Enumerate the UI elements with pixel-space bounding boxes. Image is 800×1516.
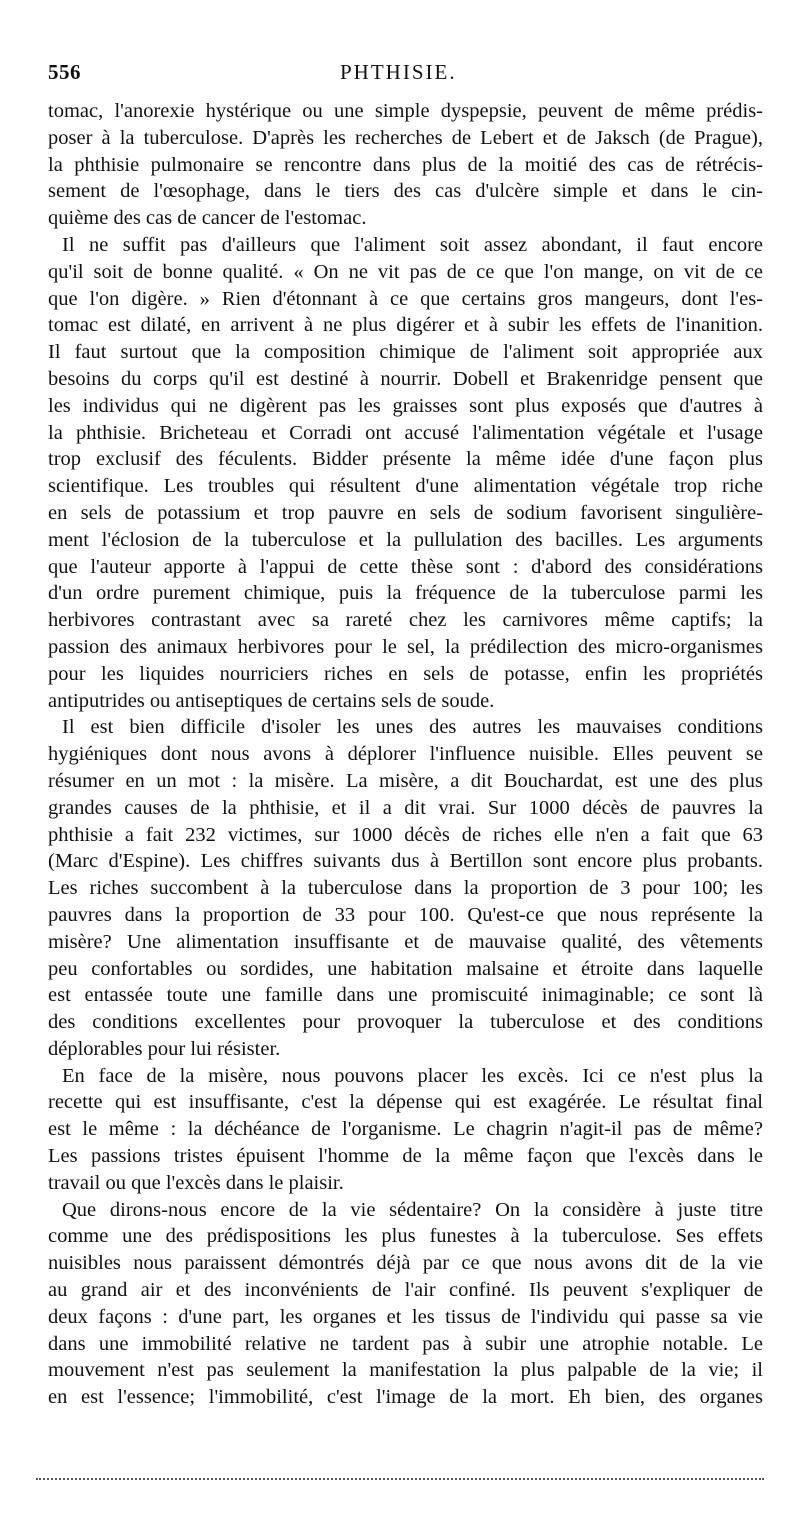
text-line: tomac, l'anorexie hystérique ou une simple dyspepsie, peuvent de même prédis- [48, 100, 763, 122]
text-line: grandes causes de la phthisie, et il a dit vrai. Sur 1000 décès de pauvres la [48, 796, 763, 819]
text-line: scientifique. Les troubles qui résultent d'une alimentation végétale trop riche [48, 475, 763, 498]
text-line: des conditions excellentes pour provoquer la tuberculose et des conditions [48, 1011, 763, 1034]
text-line: mouvement n'est pas seulement la manifestation la plus palpable de la vie; il [48, 1359, 763, 1382]
page-number: 556 [48, 60, 81, 84]
text-line: en sels de potassium et trop pauvre en sels de sodium favorisent singulière- [48, 501, 763, 524]
text-line: au grand air et des inconvénients de l'air confiné. Ils peuvent s'expliquer de [48, 1279, 763, 1302]
body-text [48, 98, 763, 1411]
text-line: sement de l'œsophage, dans le tiers des cas d'ulcère simple et dans le cin- [48, 180, 763, 203]
text-line: (Marc d'Espine). Les chiffres suivants dus à Bertillon sont encore plus probants. [48, 850, 763, 873]
text-line: que l'auteur apporte à l'appui de cette thèse sont : d'abord des considérations [48, 555, 763, 578]
text-line: Il ne suffit pas d'ailleurs que l'aliment soit assez abondant, il faut encore [62, 233, 763, 256]
text-line: besoins du corps qu'il est destiné à nourrir. Dobell et Brakenridge pensent que [48, 367, 763, 390]
text-line: comme une des prédispositions les plus funestes à la tuberculose. Ses effets [48, 1225, 763, 1248]
text-line: ment l'éclosion de la tuberculose et la pullulation des bacilles. Les arguments [48, 528, 763, 551]
text-line: résumer en un mot : la misère. La misère, a dit Bouchardat, est une des plus [48, 769, 763, 792]
text-line: peu confortables ou sordides, une habitation malsaine et étroite dans laquelle [48, 957, 763, 980]
text-line: est entassée toute une famille dans une promiscuité inimaginable; ce sont là [48, 984, 763, 1007]
text-line: recette qui est insuffisante, c'est la dépense qui est exagérée. Le résultat final [48, 1091, 763, 1114]
text-line: passion des animaux herbivores pour le sel, la prédilection des micro-organismes [48, 635, 763, 658]
text-line: travail ou que l'excès dans le plaisir. [48, 1171, 344, 1194]
text-line: poser à la tuberculose. D'après les recherches de Lebert et de Jaksch (de Prague), [48, 126, 763, 149]
text-line: Il est bien difficile d'isoler les unes des autres les mauvaises conditions [62, 716, 763, 739]
page-header [48, 60, 763, 90]
text-line: En face de la misère, nous pouvons placer les excès. Ici ce n'est plus la [62, 1064, 763, 1087]
text-line: deux façons : d'une part, les organes et les tissus de l'individu qui passe sa vie [48, 1305, 763, 1328]
text-line: Que dirons-nous encore de la vie sédentaire? On la considère à juste titre [62, 1198, 763, 1221]
text-line: qu'il soit de bonne qualité. « On ne vit pas de ce que l'on mange, on vit de ce [48, 260, 763, 283]
running-title: PHTHISIE. [340, 60, 457, 84]
text-line: la phthisie pulmonaire se rencontre dans plus de la moitié des cas de rétrécis- [48, 153, 763, 176]
text-line: Les passions tristes épuisent l'homme de la même façon que l'excès dans le [48, 1145, 763, 1168]
text-line: dans une immobilité relative ne tardent pas à subir une atrophie notable. Le [48, 1332, 763, 1355]
text-line: tomac est dilaté, en arrivent à ne plus digérer et à subir les effets de l'inanition. [48, 314, 763, 337]
footer-dotted-rule [36, 1478, 764, 1480]
text-line: trop exclusif des féculents. Bidder présente la même idée d'une façon plus [48, 448, 763, 471]
text-line: déplorables pour lui résister. [48, 1037, 281, 1060]
text-line: herbivores contrastant avec sa rareté chez les carnivores même captifs; la [48, 609, 763, 632]
text-line: que l'on digère. » Rien d'étonnant à ce que certains gros mangeurs, dont l'es- [48, 287, 763, 310]
text-line: les individus qui ne digèrent pas les graisses sont plus exposés que d'autres à [48, 394, 763, 417]
text-line: est le même : la déchéance de l'organisme. Le chagrin n'agit-il pas de même? [48, 1118, 763, 1141]
text-line: quième des cas de cancer de l'estomac. [48, 207, 367, 230]
text-line: phthisie a fait 232 victimes, sur 1000 décès de riches elle n'en a fait que 63 [48, 823, 763, 846]
text-line: hygiéniques dont nous avons à déplorer l'influence nuisible. Elles peuvent se [48, 743, 763, 766]
text-line: d'un ordre purement chimique, puis la fréquence de la tuberculose parmi les [48, 582, 763, 605]
text-line: Il faut surtout que la composition chimique de l'aliment soit appropriée aux [48, 341, 763, 364]
text-line: nuisibles nous paraissent démontrés déjà par ce que nous avons dit de la vie [48, 1252, 763, 1275]
text-line: Les riches succombent à la tuberculose dans la proportion de 3 pour 100; les [48, 877, 763, 900]
text-line: antiputrides ou antiseptiques de certains sels de soude. [48, 689, 495, 712]
text-line: pauvres dans la proportion de 33 pour 100. Qu'est-ce que nous représente la [48, 903, 763, 926]
text-line: misère? Une alimentation insuffisante et de mauvaise qualité, des vêtements [48, 930, 763, 953]
text-line: en est l'essence; l'immobilité, c'est l'image de la mort. Eh bien, des organes [48, 1386, 763, 1409]
text-line: la phthisie. Bricheteau et Corradi ont accusé l'alimentation végétale et l'usage [48, 421, 763, 444]
text-line: pour les liquides nourriciers riches en sels de potasse, enfin les propriétés [48, 662, 763, 685]
